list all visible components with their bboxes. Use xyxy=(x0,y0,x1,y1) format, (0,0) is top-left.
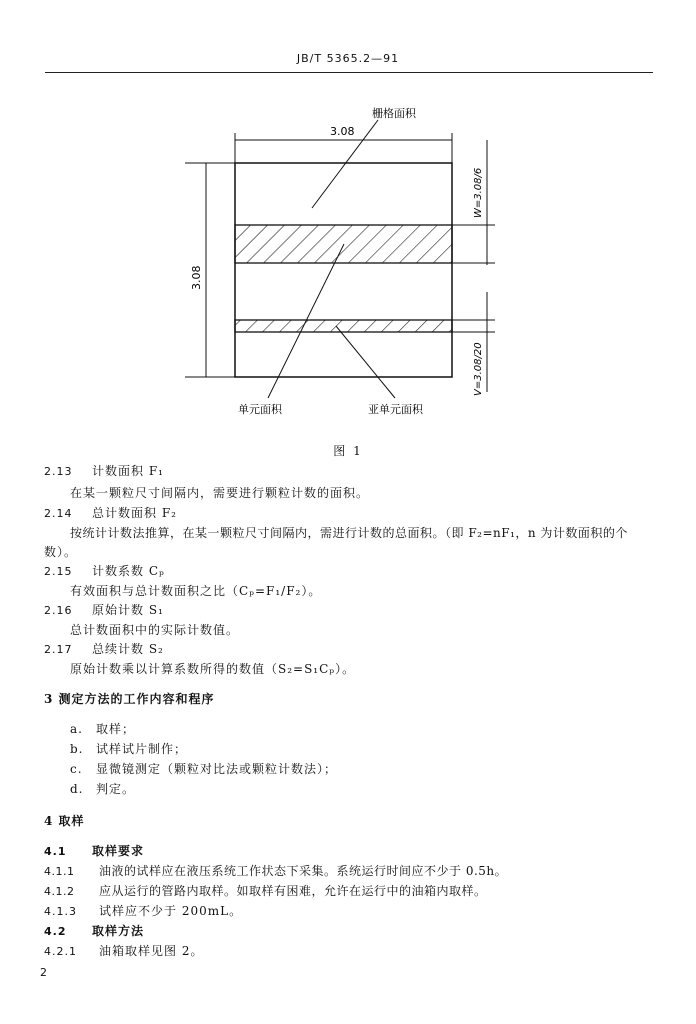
list-item xyxy=(70,740,187,757)
unit-area-label: 单元面积 xyxy=(238,403,282,416)
section-2-14-body-line1: 按统计计数法推算，在某一颗粒尺寸间隔内，需进行计数的总面积。（即 F₂=nF₁，n 为计数面积的个 xyxy=(70,526,628,540)
grid-area-label: 栅格面积 xyxy=(372,107,416,120)
section-2-15-body: 有效面积与总计数面积之比（Cₚ=F₁/F₂）。 xyxy=(70,584,322,598)
section-2-13-body: 在某一颗粒尺寸间隔内，需要进行颗粒计数的面积。 xyxy=(70,486,370,500)
paragraph-text: 试样应不少于 200mL。 xyxy=(99,904,243,918)
list-item-text: 显微镜测定（颗粒对比法或颗粒计数法）； xyxy=(96,762,338,776)
paragraph-text: 油液的试样应在液压系统工作状态下采集。系统运行时间应不少于 0.5h。 xyxy=(99,864,508,878)
list-item xyxy=(70,760,337,777)
section-4-heading: 4 取样 xyxy=(44,814,85,828)
sub-unit-area-label: 亚单元面积 xyxy=(368,403,423,416)
section-2-16-body: 总计数面积中的实际计数值。 xyxy=(70,623,240,637)
section-title: 取样要求 xyxy=(92,844,145,858)
list-item-text: 取样； xyxy=(96,722,136,736)
page-number: 2 xyxy=(40,966,47,979)
list-marker: b. xyxy=(70,742,84,756)
list-item xyxy=(70,720,135,737)
figure-1-grid-diagram xyxy=(0,0,696,440)
sub-unit-area-band xyxy=(235,320,452,332)
section-2-13-heading xyxy=(44,462,164,479)
section-number: 4.1.1 xyxy=(44,865,75,878)
list-item xyxy=(70,780,135,797)
section-4-1-1 xyxy=(44,862,507,879)
section-number: 4.2 xyxy=(44,925,67,938)
paragraph-text: 应从运行的管路内取样。如取样有困难，允许在运行中的油箱内取样。 xyxy=(99,884,487,898)
list-marker: c. xyxy=(70,762,83,776)
section-3-heading: 3 测定方法的工作内容和程序 xyxy=(44,692,215,706)
section-2-14-heading xyxy=(44,504,177,521)
list-item-text: 试样试片制作； xyxy=(96,742,188,756)
document-header: JB/T 5365.2—91 xyxy=(296,52,400,65)
section-title: 总续计数 S₂ xyxy=(92,642,164,656)
section-title: 原始计数 S₁ xyxy=(92,603,164,617)
grid-square xyxy=(235,163,452,377)
section-title: 取样方法 xyxy=(92,924,145,938)
section-title: 总计数面积 F₂ xyxy=(92,506,177,520)
section-2-14-body-line2: 数）。 xyxy=(44,545,78,559)
section-4-2-1 xyxy=(44,942,203,959)
section-4-1-2 xyxy=(44,882,487,899)
sub-unit-area-leader xyxy=(336,326,395,398)
section-4-1-3 xyxy=(44,902,242,919)
section-2-17-heading xyxy=(44,640,164,657)
section-title: 计数系数 Cₚ xyxy=(92,564,165,578)
section-number: 2.14 xyxy=(44,507,73,520)
top-width-label: 3.08 xyxy=(330,125,355,138)
section-4-1-heading xyxy=(44,842,144,859)
left-height-label: 3.08 xyxy=(190,265,203,290)
list-item-text: 判定。 xyxy=(96,782,136,796)
section-4-2-heading xyxy=(44,922,144,939)
list-marker: d. xyxy=(70,782,84,796)
w-label: W=3.08/6 xyxy=(473,167,484,218)
section-2-15-heading xyxy=(44,562,165,579)
section-title: 计数面积 F₁ xyxy=(92,464,164,478)
v-label: V=3.08/20 xyxy=(473,342,484,396)
paragraph-text: 油箱取样见图 2。 xyxy=(99,944,204,958)
section-number: 4.1.3 xyxy=(44,905,77,918)
section-number: 4.1 xyxy=(44,845,67,858)
section-2-16-heading xyxy=(44,601,164,618)
figure-caption: 图 1 xyxy=(333,444,363,458)
section-number: 2.15 xyxy=(44,565,73,578)
section-number: 2.13 xyxy=(44,465,73,478)
section-number: 4.2.1 xyxy=(44,945,77,958)
section-number: 2.17 xyxy=(44,643,73,656)
list-marker: a. xyxy=(70,722,83,736)
section-number: 4.1.2 xyxy=(44,885,75,898)
section-number: 2.16 xyxy=(44,604,73,617)
section-2-17-body: 原始计数乘以计算系数所得的数值（S₂=S₁Cₚ）。 xyxy=(70,662,356,676)
